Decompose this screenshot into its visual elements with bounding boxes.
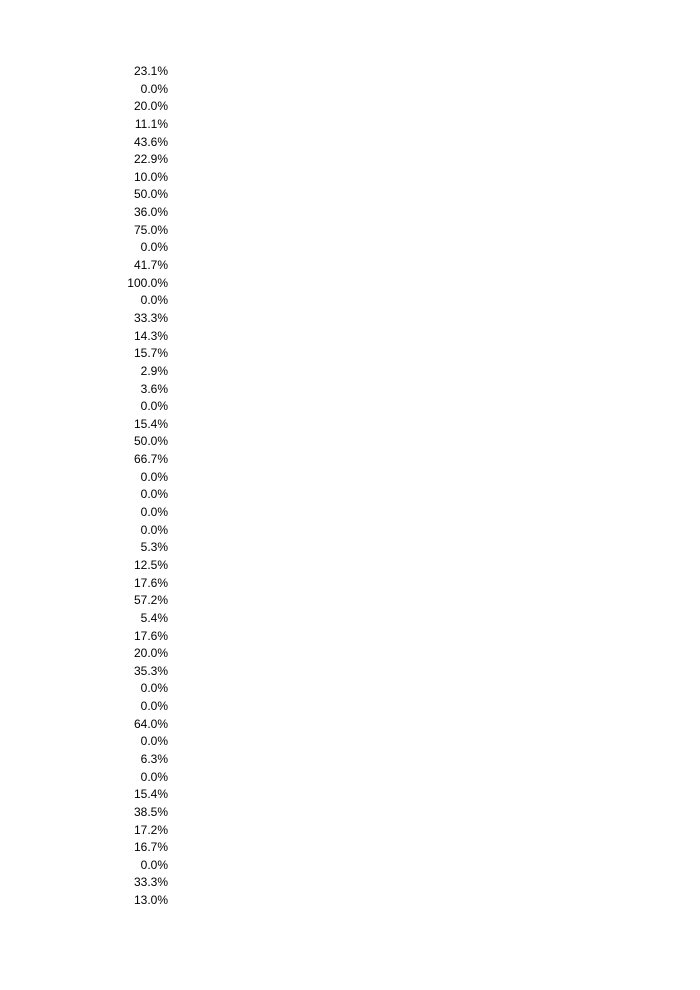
percentage-cell: 0.0%	[140, 522, 168, 537]
percentage-cell: 15.4%	[133, 787, 168, 802]
percentage-cell: 13.0%	[133, 893, 168, 908]
percentage-cell: 23.1%	[133, 64, 168, 78]
percentage-cell: 0.0%	[140, 505, 168, 520]
percentage-cell: 2.9%	[140, 363, 168, 378]
percentage-cell: 57.2%	[133, 593, 168, 608]
percentage-cell: 100.0%	[127, 275, 168, 290]
percentage-cell: 5.3%	[140, 540, 168, 555]
percentage-cell: 0.0%	[140, 734, 168, 749]
percentage-column	[100, 63, 168, 910]
percentage-cell: 50.0%	[133, 434, 168, 449]
percentage-cell: 38.5%	[133, 804, 168, 819]
percentage-cell: 6.3%	[140, 751, 168, 766]
percentage-cell: 16.7%	[133, 840, 168, 855]
percentage-cell: 64.0%	[133, 716, 168, 731]
percentage-cell: 50.0%	[133, 187, 168, 202]
percentage-cell: 0.0%	[140, 81, 168, 96]
percentage-cell: 12.5%	[133, 557, 168, 572]
percentage-cell: 0.0%	[140, 293, 168, 308]
percentage-cell: 15.7%	[133, 346, 168, 361]
percentage-cell: 3.6%	[140, 381, 168, 396]
percentage-cell: 0.0%	[140, 699, 168, 714]
percentage-cell: 15.4%	[133, 416, 168, 431]
percentage-cell: 20.0%	[133, 99, 168, 114]
percentage-cell: 17.6%	[133, 628, 168, 643]
percentage-cell: 43.6%	[133, 134, 168, 149]
percentage-cell: 20.0%	[133, 646, 168, 661]
percentage-cell: 35.3%	[133, 663, 168, 678]
percentage-cell: 33.3%	[133, 875, 168, 890]
percentage-cell: 17.6%	[133, 575, 168, 590]
percentage-cell: 0.0%	[140, 240, 168, 255]
percentage-cell: 11.1%	[134, 116, 168, 131]
percentage-cell: 0.0%	[140, 487, 168, 502]
percentage-cell: 75.0%	[133, 222, 168, 237]
percentage-cell: 66.7%	[133, 452, 168, 467]
percentage-cell: 5.4%	[140, 610, 168, 625]
percentage-cell: 0.0%	[140, 857, 168, 872]
percentage-cell: 0.0%	[140, 399, 168, 414]
percentage-cell: 33.3%	[133, 310, 168, 325]
percentage-cell: 10.0%	[133, 169, 168, 184]
percentage-cell: 0.0%	[140, 769, 168, 784]
percentage-cell: 14.3%	[133, 328, 168, 343]
percentage-cell: 0.0%	[140, 469, 168, 484]
percentage-cell: 0.0%	[140, 681, 168, 696]
percentage-cell: 22.9%	[133, 152, 168, 167]
percentage-cell: 36.0%	[133, 205, 168, 220]
percentage-cell: 41.7%	[133, 258, 168, 273]
percentage-cell: 17.2%	[133, 822, 168, 837]
